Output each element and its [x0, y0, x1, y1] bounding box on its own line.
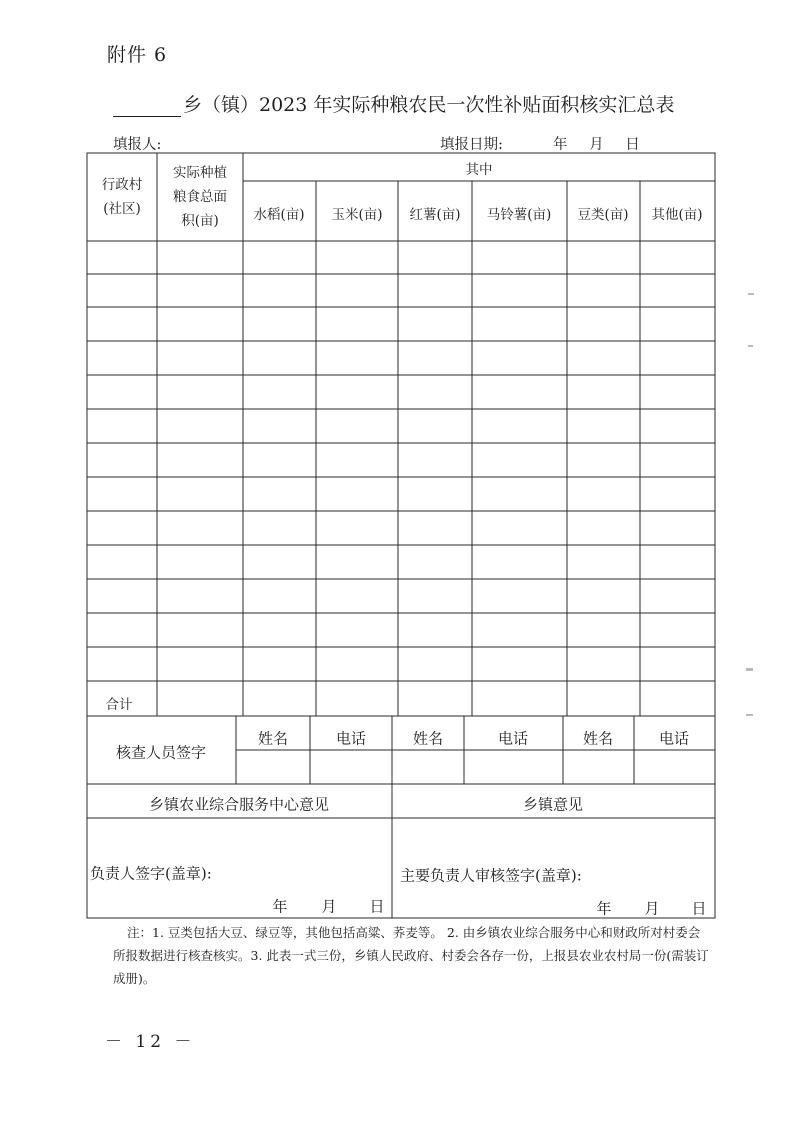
date-year: 年: [553, 137, 568, 153]
left-sign-month: 月: [321, 897, 337, 916]
date-day: 日: [625, 137, 640, 153]
inspector-name-2: 姓名: [412, 729, 444, 748]
attachment-label: 附件 6: [107, 44, 168, 66]
township-opinion: 乡镇意见: [522, 795, 584, 814]
inspector-phone-2: 电话: [497, 729, 529, 748]
right-sign-label: 主要负责人审核签字(盖章):: [400, 866, 582, 885]
left-sign-day: 日: [369, 897, 385, 916]
inspector-phone-3: 电话: [658, 729, 690, 748]
total-row-label: 合计: [105, 697, 133, 713]
col-admin-village: 行政村 (社区): [101, 177, 143, 217]
col-corn: 玉米(亩): [331, 207, 383, 223]
group-header-among: 其中: [465, 162, 493, 178]
filler-label: 填报人:: [113, 137, 162, 153]
col-potato: 马铃薯(亩): [486, 207, 552, 223]
fill-date-label: 填报日期:: [440, 137, 503, 153]
scan-mark: [746, 714, 753, 716]
page-number: － 12 －: [105, 1032, 196, 1052]
inspector-label: 核查人员签字: [115, 743, 207, 762]
scan-mark: [746, 668, 753, 671]
left-sign-label: 负责人签字(盖章):: [90, 864, 212, 883]
right-sign-month: 月: [644, 899, 660, 918]
col-rice: 水稻(亩): [253, 207, 305, 223]
left-sign-year: 年: [272, 897, 288, 916]
title-text: 乡（镇）2023 年实际种粮农民一次性补贴面积核实汇总表: [183, 94, 675, 116]
date-month: 月: [589, 137, 604, 153]
inspector-name-1: 姓名: [257, 729, 289, 748]
footnote: 注：1. 豆类包括大豆、绿豆等，其他包括高粱、荞麦等。 2. 由乡镇农业综合服务中心和财政所对村委会所报数据进行核查核实。3. 此表一式三份，乡镇人民政府、村委会各存一份，上报县农业农村局一份(需装订成册)。: [113, 925, 709, 986]
col-total-area: 实际种植 粮食总面 积(亩): [173, 165, 227, 229]
inspector-name-3: 姓名: [582, 729, 614, 748]
inspector-phone-1: 电话: [335, 729, 367, 748]
scan-mark: [748, 293, 754, 295]
col-other: 其他(亩): [651, 207, 703, 223]
scan-mark: [748, 345, 753, 347]
col-beans: 豆类(亩): [577, 207, 629, 223]
right-sign-day: 日: [691, 899, 707, 918]
col-sweet-potato: 红薯(亩): [409, 207, 461, 223]
right-sign-year: 年: [596, 899, 612, 918]
township-service-opinion: 乡镇农业综合服务中心意见: [148, 795, 330, 814]
